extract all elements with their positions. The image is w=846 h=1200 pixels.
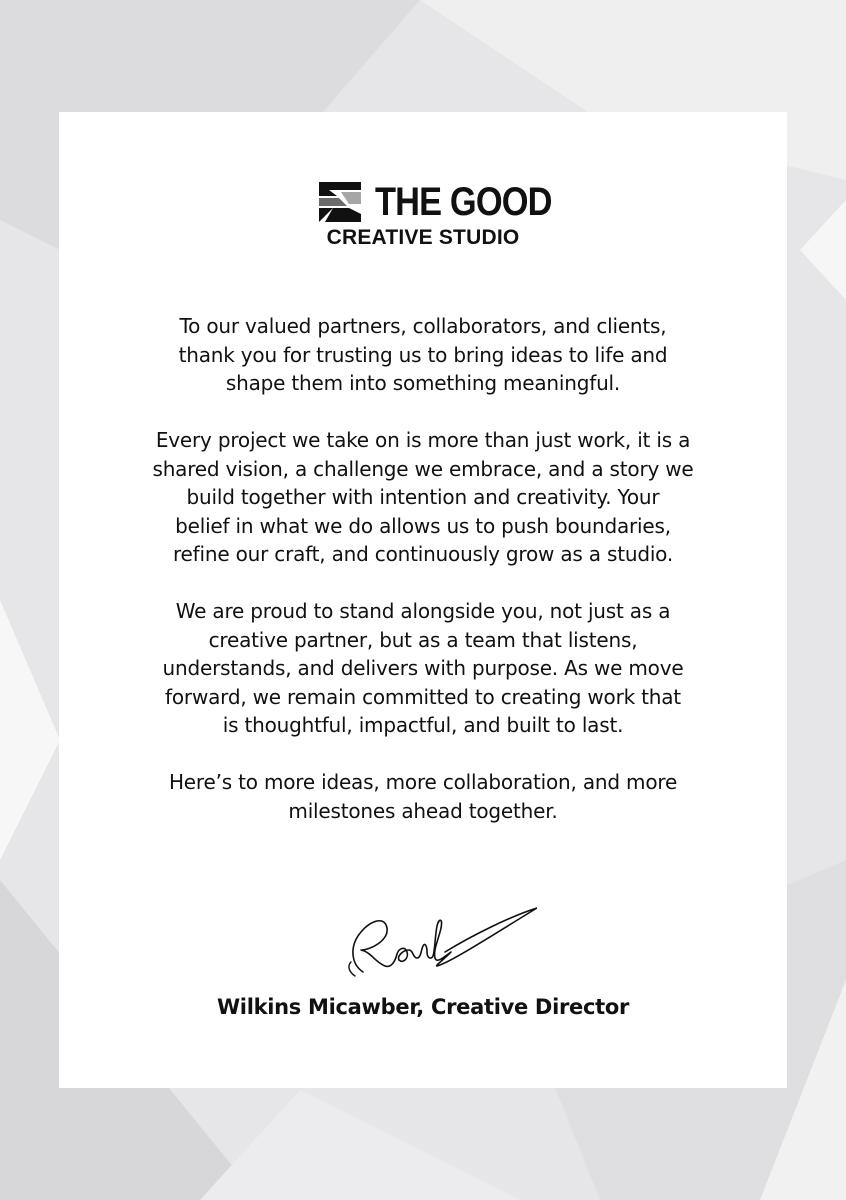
brand-subtitle: CREATIVE STUDIO [326,226,520,249]
paragraph-line: understands, and delivers with purpose. As we move [162,656,684,680]
paragraph [99,768,747,825]
paragraph-line: To our valued partners, collaborators, and clients, [179,314,667,338]
brand-name: THE GOOD [375,180,552,224]
paragraph-line: is thoughtful, impactful, and built to last. [222,713,624,737]
signature-icon [341,906,537,980]
paragraph-line: thank you for trusting us to bring ideas to life and [178,342,668,367]
paragraph-line: belief in what we do allows us to push boundaries, [175,513,671,538]
paragraph-line: Here’s to more ideas, more collaboration, and more [168,770,678,794]
paragraph-line: forward, we remain committed to creating work that [165,684,681,709]
paragraph-line: creative partner, but as a team that listens, [208,627,638,652]
letter-body [99,312,747,854]
paragraph-line: We are proud to stand alongside you, not just as a [175,599,671,623]
paragraph-line: build together with intention and creativity. Your [186,485,660,509]
letter-card [59,112,787,1088]
paragraph [99,597,747,740]
paragraph-line: shape them into something meaningful. [225,371,621,395]
paragraph-line: shared vision, a challenge we embrace, and a story we [152,456,694,481]
signer-name: Wilkins Micawber, Creative Director [216,995,630,1019]
paragraph-line: milestones ahead together. [288,798,558,823]
brand-mark-icon [319,182,361,222]
paragraph-line: Every project we take on is more than just work, it is a [155,428,691,452]
paragraph-line: refine our craft, and continuously grow as a studio. [172,542,674,566]
brand-logo [59,180,787,260]
paragraph [99,426,747,569]
paragraph [99,312,747,398]
